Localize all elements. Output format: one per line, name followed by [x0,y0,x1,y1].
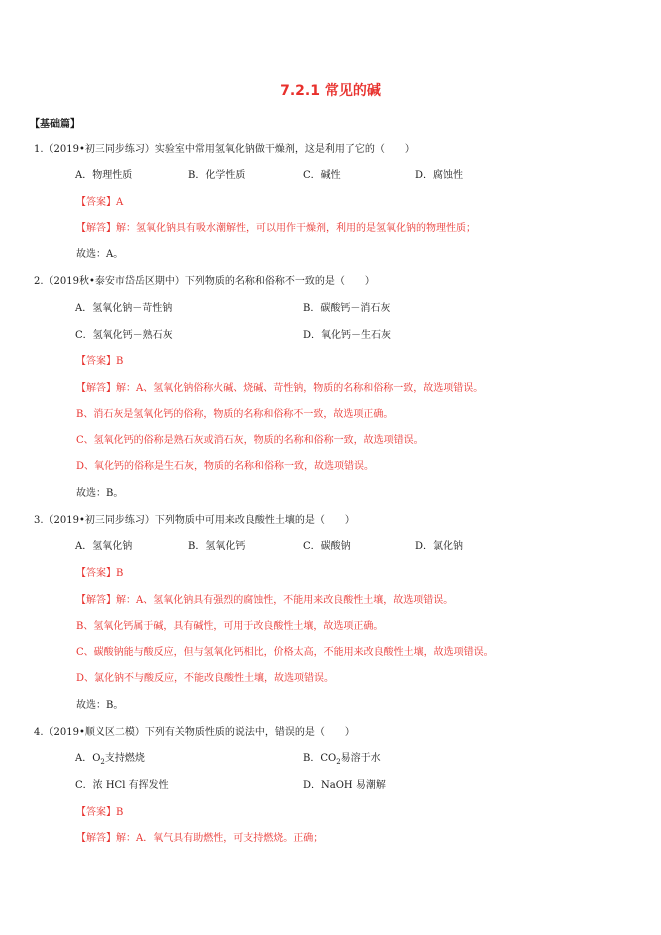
q4-option-d: D．NaOH 易潮解 [303,780,386,791]
q1-option-c: C．碱性 [303,170,341,181]
q2-analysis-4: D、氧化钙的俗称是生石灰，物质的名称和俗称一致，故选项错误。 [76,461,375,472]
q3-analysis-3: C、碳酸钠能与酸反应，但与氢氧化钙相比，价格太高，不能用来改良酸性土壤，故选项错误。 [76,647,494,658]
q4-option-b-pre: B．CO [303,753,337,764]
q3-option-c: C．碳酸钠 [303,541,351,552]
q3-analysis-4: D、氯化钠不与酸反应，不能改良酸性土壤，故选项错误。 [76,673,335,684]
q2-answer: 【答案】B [76,356,124,367]
q2-analysis-2: B、消石灰是氢氧化钙的俗称，物质的名称和俗称不一致，故选项正确。 [76,409,394,420]
q2-option-b: B．碳酸钙－消石灰 [303,303,391,314]
q4-option-b-post: 易溶于水 [340,753,381,764]
q4-option-a [75,752,145,769]
page-title: 7.2.1 常见的碱 [280,83,381,99]
q2-option-a: A．氢氧化钠－苛性钠 [75,303,173,314]
q4-analysis-1: 【解答】解：A．氧气具有助燃性，可支持燃烧。正确； [76,833,324,844]
q1-stem: 1.（2019•初三同步练习）实验室中常用氢氧化钠做干燥剂，这是利用了它的（ ） [34,144,415,155]
q3-option-d: D．氯化钠 [415,541,464,552]
q4-option-c: C．浓 HCl 有挥发性 [75,780,169,791]
q4-answer: 【答案】B [76,807,124,818]
q2-analysis-1: 【解答】解：A、氢氧化钠俗称火碱、烧碱、苛性钠，物质的名称和俗称一致，故选项错误。 [76,383,484,394]
q2-option-d: D．氧化钙－生石灰 [303,330,392,341]
q3-choice: 故选：B。 [76,700,124,711]
q1-option-d: D．腐蚀性 [415,170,464,181]
q2-choice: 故选：B。 [76,488,124,499]
q1-choice: 故选：A。 [76,249,124,260]
q4-stem: 4.（2019•顺义区二模）下列有关物质性质的说法中，错误的是（ ） [34,727,355,738]
q3-option-a: A．氢氧化钠 [75,541,133,552]
q3-stem: 3.（2019•初三同步练习）下列物质中可用来改良酸性土壤的是（ ） [34,515,355,526]
q2-analysis-3: C、氢氧化钙的俗称是熟石灰或消石灰，物质的名称和俗称一致，故选项错误。 [76,435,424,446]
q1-answer: 【答案】A [76,197,124,208]
q4-option-a-post: 支持燃烧 [104,753,145,764]
q1-analysis: 【解答】解：氢氧化钠具有吸水潮解性，可以用作干燥剂，利用的是氢氧化钠的物理性质； [76,223,476,234]
q3-answer: 【答案】B [76,568,124,579]
q1-option-a: A．物理性质 [75,170,133,181]
q3-analysis-2: B、氢氧化钙属于碱，具有碱性，可用于改良酸性土壤，故选项正确。 [76,621,384,632]
q4-option-a-pre: A．O [75,753,101,764]
q3-analysis-1: 【解答】解：A、氢氧化钠具有强烈的腐蚀性，不能用来改良酸性土壤，故选项错误。 [76,595,454,606]
q2-stem: 2.（2019秋•泰安市岱岳区期中）下列物质的名称和俗称不一致的是（ ） [34,276,375,287]
q4-option-b [303,752,381,769]
q2-option-c: C．氢氧化钙－熟石灰 [75,330,173,341]
q1-option-b: B．化学性质 [188,170,246,181]
q4-option-a-sub: 2 [100,758,105,766]
q3-option-b: B．氢氧化钙 [188,541,246,552]
section-heading: 【基础篇】 [30,119,80,130]
q4-option-b-sub: 2 [336,758,341,766]
